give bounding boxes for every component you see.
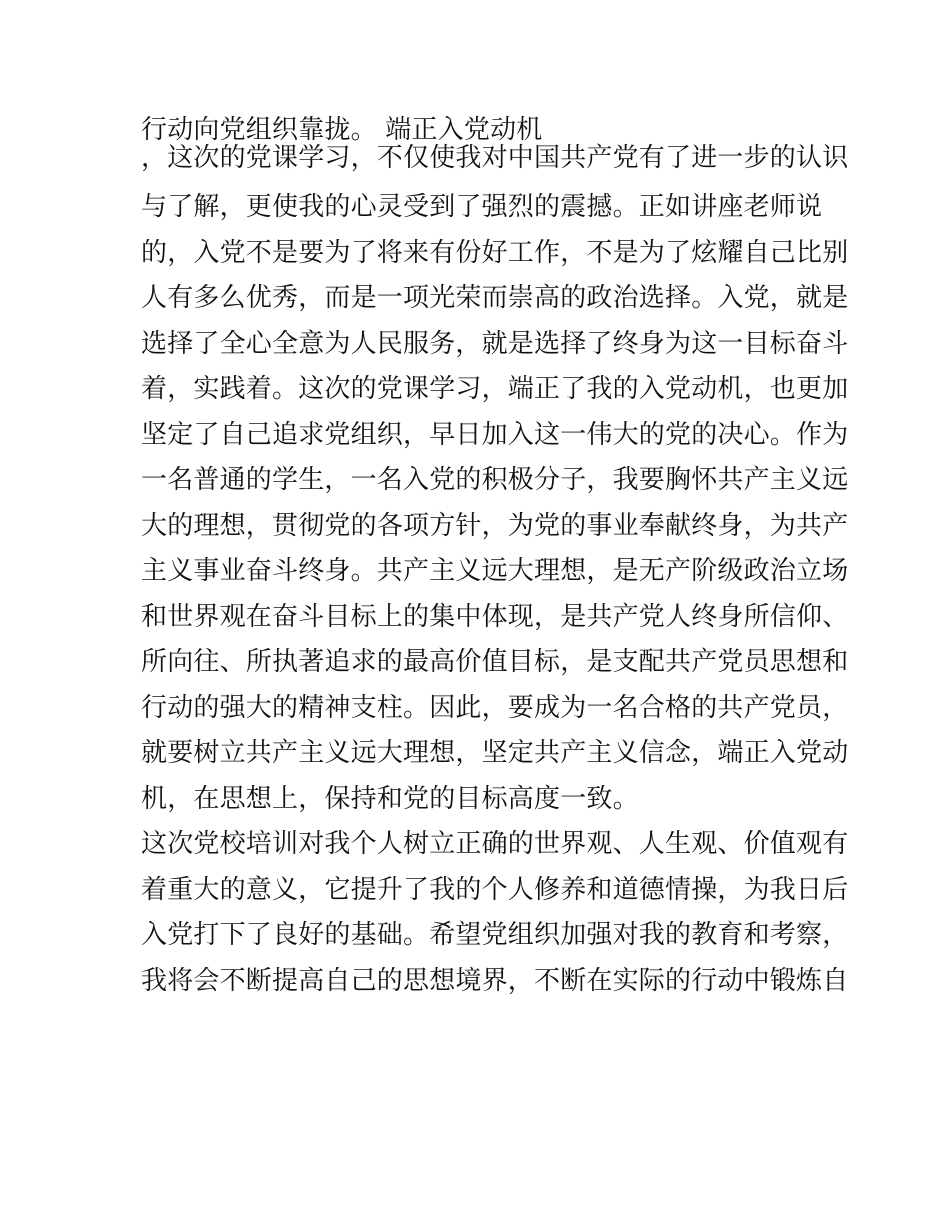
document-body [141, 110, 849, 1006]
text-line: 入党打下了良好的基础。希望党组织加强对我的教育和考察， [141, 920, 849, 950]
text-line: 行动向党组织靠拢。 端正入党动机 [141, 115, 543, 145]
text-line: 着重大的意义，它提升了我的个人修养和道德情操，为我日后 [141, 874, 849, 905]
text-line: 和世界观在奋斗目标上的集中体现，是共产党人终身所信仰、 [141, 601, 849, 632]
text-line: ，这次的党课学习，不仅使我对中国共产党有了进一步的认识 [141, 143, 849, 173]
text-line: 这次党校培训对我个人树立正确的世界观、人生观、价值观有 [141, 829, 849, 859]
text-line: 人有多么优秀，而是一项光荣而崇高的政治选择。入党，就是 [141, 283, 849, 313]
text-line: 一名普通的学生，一名入党的积极分子，我要胸怀共产主义远 [141, 465, 849, 495]
text-line: 选择了全心全意为人民服务，就是选择了终身为这一目标奋斗 [141, 328, 849, 359]
text-line: 就要树立共产主义远大理想，坚定共产主义信念，端正入党动 [141, 738, 849, 768]
text-line: 与了解，更使我的心灵受到了强烈的震撼。正如讲座老师说 [141, 192, 823, 222]
text-line: 我将会不断提高自己的思想境界，不断在实际的行动中锻炼自 [141, 965, 849, 996]
text-line: 着，实践着。这次的党课学习，端正了我的入党动机，也更加 [141, 374, 849, 404]
text-line: 大的理想，贯彻党的各项方针，为党的事业奉献终身，为共产 [141, 510, 849, 541]
text-line: 所向往、所执著追求的最高价值目标，是支配共产党员思想和 [141, 647, 849, 677]
text-line: 主义事业奋斗终身。共产主义远大理想，是无产阶级政治立场 [141, 556, 849, 586]
text-line: 坚定了自己追求党组织，早日加入这一伟大的党的决心。作为 [141, 419, 849, 450]
text-line: 行动的强大的精神支柱。因此，要成为一名合格的共产党员， [141, 692, 849, 723]
text-line: 机，在思想上，保持和党的目标高度一致。 [141, 783, 639, 814]
text-line: 的，入党不是要为了将来有份好工作，不是为了炫耀自己比别 [141, 237, 849, 268]
